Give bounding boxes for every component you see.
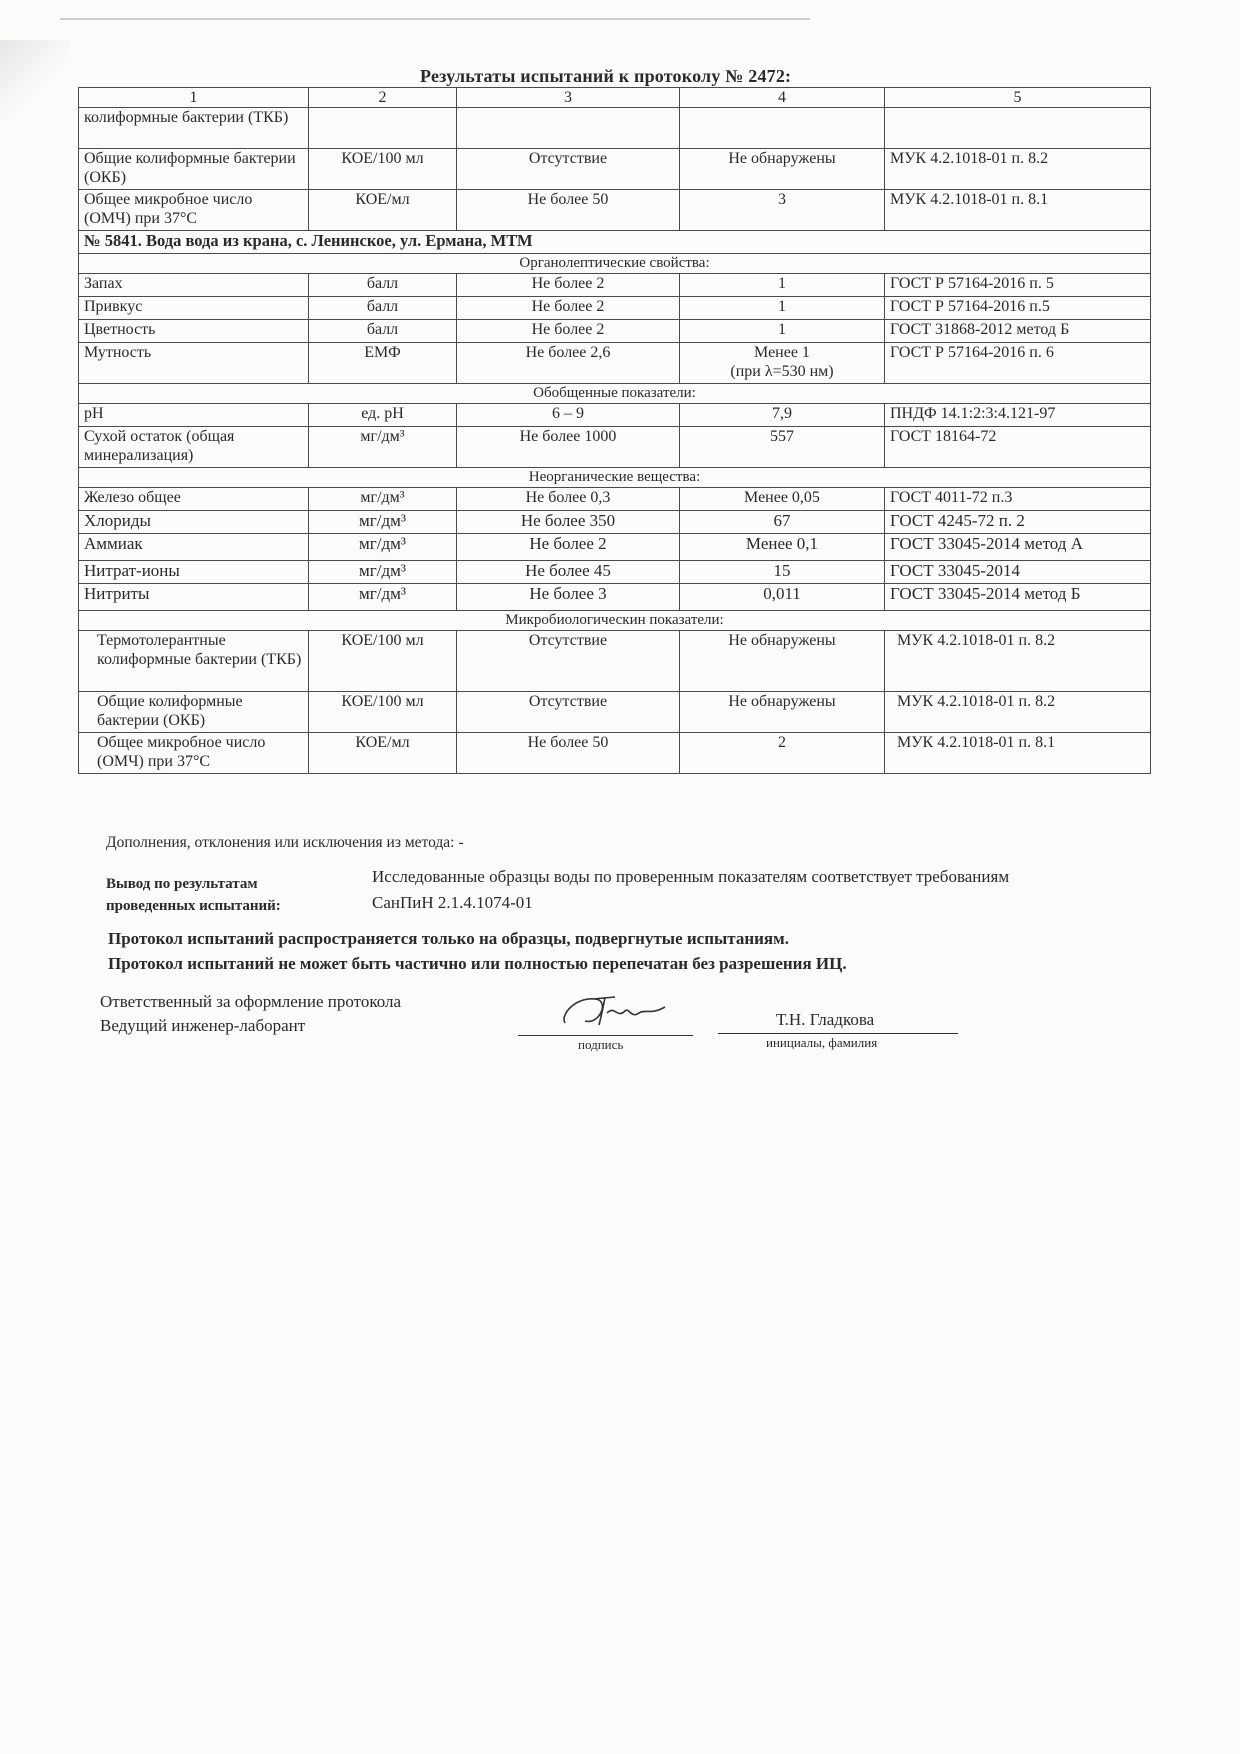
indicator-name: Сухой остаток (общая минерализация) (79, 427, 309, 468)
responsible-line-2: Ведущий инженер-лаборант (100, 1016, 306, 1035)
result-cell: Не обнаружены (680, 631, 885, 692)
document-title: Результаты испытаний к протоколу № 2472: (420, 66, 792, 86)
unit-cell: мг/дм³ (309, 488, 457, 511)
unit-cell: ЕМФ (309, 343, 457, 384)
method-cell: ГОСТ 31868-2012 метод Б (885, 320, 1151, 343)
section-header-micro: Микробиологическин показатели: (79, 611, 1151, 631)
signature-mark (555, 985, 675, 1035)
method-cell: ПНДФ 14.1:2:3:4.121-97 (885, 404, 1151, 427)
result-cell: 1 (680, 297, 885, 320)
norm-cell: Не более 2 (457, 320, 680, 343)
result-cell: 3 (680, 190, 885, 231)
unit-cell: балл (309, 274, 457, 297)
section-header-inorganic: Неорганические вещества: (79, 468, 1151, 488)
table-row (79, 320, 1151, 343)
unit-cell: балл (309, 320, 457, 343)
norm-cell: Не более 45 (457, 561, 680, 584)
table-row (79, 584, 1151, 611)
section-row (79, 611, 1151, 631)
section-row (79, 384, 1151, 404)
table-row (79, 297, 1151, 320)
indicator-name: Нитрат-ионы (79, 561, 309, 584)
column-number: 4 (680, 88, 885, 108)
conclusion-label: Вывод по результатам проведенных испытаний: (106, 876, 281, 914)
norm-cell: Не более 2,6 (457, 343, 680, 384)
norm-cell: Не более 350 (457, 511, 680, 534)
table-row (79, 190, 1151, 231)
indicator-name: Цветность (79, 320, 309, 343)
section-row (79, 468, 1151, 488)
method-cell: ГОСТ Р 57164-2016 п.5 (885, 297, 1151, 320)
name-line (718, 1033, 958, 1034)
result-note: (при λ=530 нм) (730, 363, 834, 380)
notice-line-1: Протокол испытаний распространяется только на образцы, подвергнутые испытаниям. (108, 929, 789, 948)
result-cell: 7,9 (680, 404, 885, 427)
indicator-name: Железо общее (79, 488, 309, 511)
indicator-name: Нитриты (79, 584, 309, 611)
indicator-name: Общее микробное число (ОМЧ) при 37°С (79, 190, 309, 231)
unit-cell: КОЕ/мл (309, 190, 457, 231)
method-cell: ГОСТ Р 57164-2016 п. 5 (885, 274, 1151, 297)
unit-cell: КОЕ/100 мл (309, 631, 457, 692)
column-number: 3 (457, 88, 680, 108)
protocol-notice (108, 926, 1108, 976)
norm-cell (457, 108, 680, 149)
indicator-name: Термотолерантные колиформные бактерии (ТКБ) (79, 631, 309, 692)
result-cell: 1 (680, 274, 885, 297)
indicator-name: Хлориды (79, 511, 309, 534)
unit-cell: КОЕ/100 мл (309, 149, 457, 190)
norm-cell: Не более 0,3 (457, 488, 680, 511)
method-cell: МУК 4.2.1018-01 п. 8.1 (885, 190, 1151, 231)
method-cell: ГОСТ 33045-2014 (885, 561, 1151, 584)
result-cell: 15 (680, 561, 885, 584)
indicator-name: Мутность (79, 343, 309, 384)
result-cell: Менее 0,1 (680, 534, 885, 561)
table-row (79, 733, 1151, 774)
table-row (79, 534, 1151, 561)
result-cell: Не обнаружены (680, 692, 885, 733)
indicator-name: pH (79, 404, 309, 427)
column-number-row (79, 88, 1151, 108)
conclusion-text: Исследованные образцы воды по проверенным показателям соответствует требованиям СанПиН 2.1.4.1074-01 (372, 867, 1010, 912)
result-value: Менее 1 (754, 344, 810, 361)
table-row (79, 404, 1151, 427)
norm-cell: 6 – 9 (457, 404, 680, 427)
sample-row (79, 231, 1151, 254)
responsible-line-1: Ответственный за оформление протокола (100, 992, 402, 1011)
norm-cell: Не более 50 (457, 190, 680, 231)
unit-cell: КОЕ/мл (309, 733, 457, 774)
table-row (79, 631, 1151, 692)
section-header-organoleptic: Органолептические свойства: (79, 254, 1151, 274)
column-number: 2 (309, 88, 457, 108)
unit-cell: ед. pH (309, 404, 457, 427)
section-row (79, 254, 1151, 274)
norm-cell: Не более 3 (457, 584, 680, 611)
result-cell: 1 (680, 320, 885, 343)
method-cell: МУК 4.2.1018-01 п. 8.1 (885, 733, 1151, 774)
column-number: 1 (79, 88, 309, 108)
column-number: 5 (885, 88, 1151, 108)
norm-cell: Отсутствие (457, 692, 680, 733)
indicator-name: Запах (79, 274, 309, 297)
norm-cell: Не более 50 (457, 733, 680, 774)
unit-cell: мг/дм³ (309, 561, 457, 584)
indicator-name: колиформные бактерии (ТКБ) (79, 108, 309, 149)
table-row (79, 274, 1151, 297)
unit-cell (309, 108, 457, 149)
method-cell: МУК 4.2.1018-01 п. 8.2 (885, 631, 1151, 692)
sample-title: № 5841. Вода вода из крана, с. Ленинское, ул. Ермана, МТМ (79, 231, 1151, 254)
result-cell: Менее 0,05 (680, 488, 885, 511)
result-cell: 2 (680, 733, 885, 774)
indicator-name: Привкус (79, 297, 309, 320)
table-row (79, 149, 1151, 190)
table-row (79, 343, 1151, 384)
table-row (79, 427, 1151, 468)
unit-cell: мг/дм³ (309, 427, 457, 468)
table-row (79, 108, 1151, 149)
table-row (79, 561, 1151, 584)
unit-cell: мг/дм³ (309, 584, 457, 611)
page-corner-shadow (0, 40, 70, 120)
results-table (78, 87, 1151, 774)
indicator-name: Общие колиформные бактерии (ОКБ) (79, 692, 309, 733)
method-cell: ГОСТ 4011-72 п.3 (885, 488, 1151, 511)
signature-line (518, 1035, 693, 1036)
page-edge-shadow (60, 18, 810, 20)
result-cell: 0,011 (680, 584, 885, 611)
table-row (79, 488, 1151, 511)
indicator-name: Аммиак (79, 534, 309, 561)
method-cell: МУК 4.2.1018-01 п. 8.2 (885, 692, 1151, 733)
indicator-name: Общее микробное число (ОМЧ) при 37°С (79, 733, 309, 774)
method-cell: МУК 4.2.1018-01 п. 8.2 (885, 149, 1151, 190)
method-cell: ГОСТ 33045-2014 метод Б (885, 584, 1151, 611)
result-cell (680, 343, 885, 384)
norm-cell: Не более 2 (457, 534, 680, 561)
method-cell: ГОСТ Р 57164-2016 п. 6 (885, 343, 1151, 384)
norm-cell: Не более 1000 (457, 427, 680, 468)
responsible-block (100, 990, 401, 1038)
indicator-name: Общие колиформные бактерии (ОКБ) (79, 149, 309, 190)
norm-cell: Отсутствие (457, 631, 680, 692)
result-cell: 67 (680, 511, 885, 534)
result-cell (680, 108, 885, 149)
additions-note: Дополнения, отклонения или исключения из метода: - (106, 834, 464, 851)
method-cell: ГОСТ 18164-72 (885, 427, 1151, 468)
norm-cell: Отсутствие (457, 149, 680, 190)
section-header-general: Обобщенные показатели: (79, 384, 1151, 404)
unit-cell: КОЕ/100 мл (309, 692, 457, 733)
result-cell: 557 (680, 427, 885, 468)
table-row (79, 692, 1151, 733)
signature-caption: подпись (578, 1037, 624, 1052)
method-cell: ГОСТ 4245-72 п. 2 (885, 511, 1151, 534)
table-row (79, 511, 1151, 534)
method-cell: ГОСТ 33045-2014 метод А (885, 534, 1151, 561)
unit-cell: балл (309, 297, 457, 320)
result-cell: Не обнаружены (680, 149, 885, 190)
unit-cell: мг/дм³ (309, 511, 457, 534)
method-cell (885, 108, 1151, 149)
norm-cell: Не более 2 (457, 297, 680, 320)
unit-cell: мг/дм³ (309, 534, 457, 561)
notice-line-2: Протокол испытаний не может быть частично или полностью перепечатан без разрешения ИЦ. (108, 954, 847, 973)
name-caption: инициалы, фамилия (766, 1035, 878, 1050)
norm-cell: Не более 2 (457, 274, 680, 297)
responsible-name: Т.Н. Гладкова (776, 1010, 875, 1029)
